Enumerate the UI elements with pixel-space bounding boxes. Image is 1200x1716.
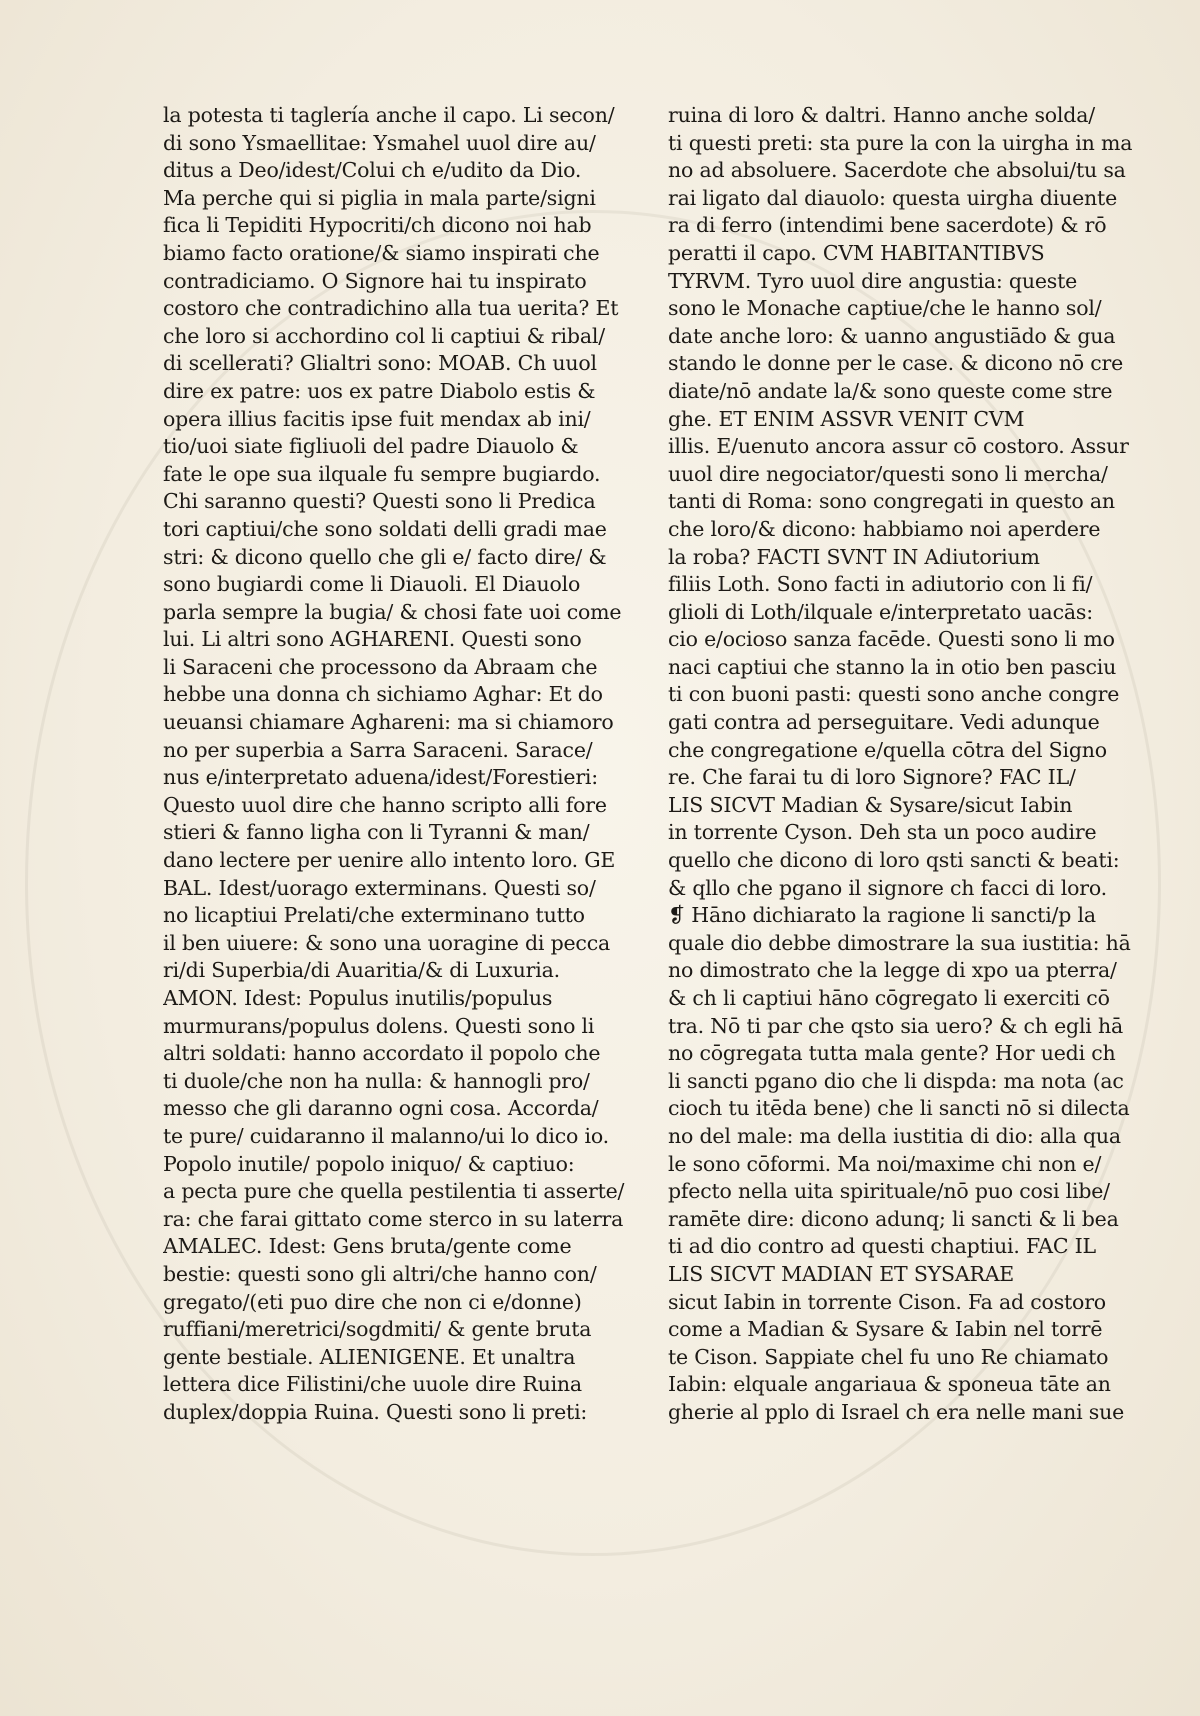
text-line: LIS SICVT Madian & Sysare/sicut Iabin (668, 792, 1073, 817)
text-line: di sono Ysmaellitae: Ysmahel uuol dire au/ (163, 130, 596, 155)
text-line: no dimostrato che la legge di xpo ua pterra/ (668, 958, 1117, 983)
text-line: LIS SICVT MADIAN ET SYSARAE (668, 1261, 1015, 1286)
text-line: costoro che contradichino alla tua uerita? Et (163, 296, 619, 321)
text-line: quello che dicono di loro qsti sancti & beati: (668, 848, 1120, 873)
text-line: tra. Nō ti par che qsto sia uero? & ch egli hā (668, 1013, 1124, 1038)
text-line: AMON. Idest: Populus inutilis/populus (163, 986, 553, 1010)
text-line: cio e/ocioso sanza facēde. Questi sono li mo (668, 627, 1115, 652)
text-line: ti questi preti: sta pure la con la uirgha in ma (668, 130, 1133, 155)
text-line: Popolo inutile/ popolo iniquo/ & captiuo: (163, 1151, 575, 1176)
text-line: gati contra ad perseguitare. Vedi adunque (668, 710, 1100, 735)
text-line: ri/di Superbia/di Auaritia/& di Luxuria. (163, 958, 560, 983)
text-line: lettera dice Filistini/che uuole dire Ruina (163, 1372, 582, 1397)
text-line: la roba? FACTI SVNT IN Adiutorium (668, 544, 1040, 569)
text-line: glioli di Loth/ilquale e/interpretato uacās: (668, 599, 1093, 624)
text-line: ramēte dire: dicono adunq; li sancti & li bea (668, 1206, 1119, 1231)
text-line: ❡ Hāno dichiarato la ragione li sancti/p la (668, 903, 1096, 928)
text-line: Ma perche qui si piglia in mala parte/signi (163, 185, 596, 210)
text-line: sicut Iabin in torrente Cison. Fa ad costoro (668, 1289, 1106, 1314)
text-line: sono le Monache captiue/che le hanno sol/ (668, 296, 1102, 321)
text-line: stando le donne per le case. & dicono nō cre (668, 351, 1124, 376)
text-line: naci captiui che stanno la in otio ben pasciu (668, 654, 1117, 679)
text-line: murmurans/populus dolens. Questi sono li (163, 1013, 595, 1038)
text-line: dano lectere per uenire allo intento loro. GE (163, 848, 616, 873)
text-line: parla sempre la bugia/ & chosi fate uoi come (163, 599, 622, 624)
text-line: a pecta pure che quella pestilentia ti asserte/ (163, 1179, 625, 1204)
text-line: come a Madian & Sysare & Iabin nel torrē (668, 1317, 1103, 1342)
text-line: ghe. ET ENIM ASSVR VENIT CVM (668, 406, 1025, 431)
text-line: diate/nō andate la/& sono queste come stre (668, 378, 1113, 403)
right-text-column (668, 102, 1138, 1427)
text-line: che loro/& dicono: habbiamo noi aperdere (668, 516, 1101, 541)
text-line: te Cison. Sappiate chel fu uno Re chiamato (668, 1344, 1109, 1369)
text-line: quale dio debbe dimostrare la sua iustitia: hā (668, 930, 1131, 955)
text-line: ueuansi chiamare Aghareni: ma si chiamoro (163, 710, 614, 735)
text-line: di scellerati? Glialtri sono: MOAB. Ch uuol (163, 351, 597, 376)
text-line: ra di ferro (intendimi bene sacerdote) & rō (668, 213, 1107, 238)
text-line: contradiciamo. O Signore hai tu inspirato (163, 268, 587, 293)
text-line: tio/uoi siate figliuoli del padre Diauolo & (163, 434, 579, 459)
text-line: fate le ope sua ilquale fu sempre bugiardo. (163, 461, 601, 486)
text-line: li sancti pgano dio che li dispda: ma nota (ac (668, 1068, 1124, 1093)
text-line: le sono cōformi. Ma noi/maxime chi non e/ (668, 1151, 1102, 1176)
text-line: ti duole/che non ha nulla: & hannogli pro/ (163, 1068, 590, 1093)
text-line: no licaptiui Prelati/che exterminano tutto (163, 903, 585, 928)
text-line: tanti di Roma: sono congregati in questo an (668, 489, 1115, 514)
text-line: ti ad dio contro ad questi chaptiui. FAC IL (668, 1234, 1096, 1259)
text-line: opera illius facitis ipse fuit mendax ab ini/ (163, 406, 591, 431)
text-line: Iabin: elquale angariaua & sponeua tāte an (668, 1372, 1111, 1397)
text-line: AMALEC. Idest: Gens bruta/gente come (163, 1234, 572, 1259)
text-line: li Saraceni che processono da Abraam che (163, 654, 598, 679)
left-text-column (163, 102, 633, 1427)
text-line: no cōgregata tutta mala gente? Hor uedi ch (668, 1041, 1116, 1066)
text-line: stieri & fanno ligha con li Tyranni & man/ (163, 820, 590, 845)
text-line: altri soldati: hanno accordato il popolo che (163, 1041, 601, 1066)
text-line: pfecto nella uita spirituale/nō puo cosi libe/ (668, 1179, 1110, 1204)
text-line: la potesta ti taglería anche il capo. Li secon/ (163, 103, 615, 127)
text-line: il ben uiuere: & sono una uoragine di pecca (163, 930, 611, 955)
text-line: filiis Loth. Sono facti in adiutorio con li fi/ (668, 572, 1093, 597)
text-line: tori captiui/che sono soldati delli gradi mae (163, 516, 607, 541)
text-line: ra: che farai gittato come sterco in su laterra (163, 1206, 624, 1231)
text-line: nus e/interpretato aduena/idest/Forestieri: (163, 765, 598, 790)
text-line: date anche loro: & uanno angustiādo & gua (668, 323, 1116, 348)
text-line: BAL. Idest/uorago exterminans. Questi so/ (163, 875, 596, 900)
text-line: stri: & dicono quello che gli e/ facto dire/ & (163, 544, 607, 569)
text-line: ruffiani/meretrici/sogdmiti/ & gente bruta (163, 1317, 592, 1342)
text-line: sono bugiardi come li Diauoli. El Diauolo (163, 572, 581, 597)
text-line: gente bestiale. ALIENIGENE. Et unaltra (163, 1344, 576, 1369)
text-line: Questo uuol dire che hanno scripto alli fore (163, 792, 607, 817)
text-line: & qllo che pgano il signore ch facci di loro. (668, 875, 1107, 900)
text-line: ti con buoni pasti: questi sono anche congre (668, 682, 1120, 707)
text-line: bestie: questi sono gli altri/che hanno con/ (163, 1261, 597, 1286)
text-line: che loro si acchordino col li captiui & ribal/ (163, 323, 605, 348)
text-line: ditus a Deo/idest/Colui ch e/udito da Dio. (163, 158, 582, 183)
text-line: messo che gli daranno ogni cosa. Accorda/ (163, 1096, 599, 1121)
text-line: ruina di loro & daltri. Hanno anche solda/ (668, 103, 1095, 127)
text-line: illis. E/uenuto ancora assur cō costoro. Assur (668, 434, 1129, 459)
text-line: cioch tu itēda bene) che li sancti nō si dilecta (668, 1096, 1130, 1121)
text-line: & ch li captiui hāno cōgregato li exerciti cō (668, 986, 1110, 1010)
text-line: dire ex patre: uos ex patre Diabolo estis & (163, 378, 596, 403)
text-line: no ad absoluere. Sacerdote che absolui/tu sa (668, 158, 1126, 183)
text-line: peratti il capo. CVM HABITANTIBVS (668, 240, 1045, 265)
text-line: uuol dire negociator/questi sono li mercha/ (668, 461, 1108, 486)
text-line: re. Che farai tu di loro Signore? FAC IL/ (668, 765, 1076, 790)
text-line: lui. Li altri sono AGHARENI. Questi sono (163, 627, 582, 652)
text-line: in torrente Cyson. Deh sta un poco audire (668, 820, 1097, 845)
text-line: che congregatione e/quella cōtra del Signo (668, 737, 1107, 762)
text-line: TYRVM. Tyro uuol dire angustia: queste (668, 268, 1078, 293)
text-line: gherie al pplo di Israel ch era nelle mani sue (668, 1399, 1125, 1424)
text-line: rai ligato dal diauolo: questa uirgha diuente (668, 185, 1117, 210)
text-line: te pure/ cuidaranno il malanno/ui lo dico io. (163, 1123, 609, 1148)
text-line: hebbe una donna ch sichiamo Aghar: Et do (163, 682, 603, 707)
text-line: Chi saranno questi? Questi sono li Predica (163, 489, 596, 514)
text-line: no del male: ma della iustitia di dio: alla qua (668, 1123, 1121, 1148)
text-line: fica li Tepiditi Hypocriti/ch dicono noi hab (163, 213, 592, 238)
text-line: duplex/doppia Ruina. Questi sono li preti: (163, 1399, 588, 1424)
text-line: no per superbia a Sarra Saraceni. Sarace/ (163, 737, 593, 762)
text-line: gregato/(eti puo dire che non ci e/donne) (163, 1289, 582, 1314)
text-line: biamo facto oratione/& siamo inspirati che (163, 240, 600, 265)
